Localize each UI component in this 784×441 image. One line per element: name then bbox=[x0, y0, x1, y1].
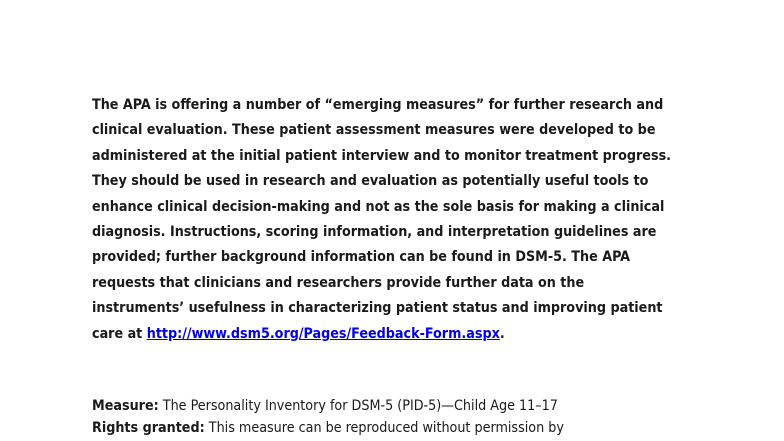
measure-label: Measure: bbox=[92, 398, 159, 414]
measure-row bbox=[92, 395, 732, 417]
intro-line: They should be used in research and evaluation as potentially useful tools to bbox=[92, 173, 649, 190]
rights-label: Rights granted: bbox=[92, 420, 205, 436]
intro-line: administered at the initial patient interview and to monitor treatment progress. bbox=[92, 147, 672, 164]
feedback-form-link[interactable]: http://www.dsm5.org/Pages/Feedback-Form.aspx bbox=[146, 325, 500, 342]
intro-line: instruments’ usefulness in characterizing patient status and improving patient bbox=[92, 300, 663, 317]
rights-row bbox=[92, 417, 732, 439]
rights-value: This measure can be reproduced without permission by bbox=[204, 420, 564, 436]
intro-last-line-prefix: care at bbox=[92, 325, 147, 342]
measure-info bbox=[92, 395, 732, 439]
intro-line: provided; further background information can be found in DSM-5. The APA bbox=[92, 249, 631, 266]
intro-last-line-suffix: . bbox=[499, 325, 505, 342]
intro-line: clinical evaluation. These patient assessment measures were developed to be bbox=[92, 122, 656, 139]
intro-line: The APA is offering a number of “emerging measures” for further research and bbox=[92, 97, 664, 113]
measure-value: The Personality Inventory for DSM-5 (PID-5)—Child Age 11–17 bbox=[158, 398, 558, 414]
intro-paragraph bbox=[92, 93, 702, 347]
intro-line: enhance clinical decision-making and not as the sole basis for making a clinical bbox=[92, 198, 665, 215]
intro-line: requests that clinicians and researchers provide further data on the bbox=[92, 274, 585, 291]
intro-line: diagnosis. Instructions, scoring information, and interpretation guidelines are bbox=[92, 224, 657, 241]
intro-last-line bbox=[92, 322, 702, 347]
